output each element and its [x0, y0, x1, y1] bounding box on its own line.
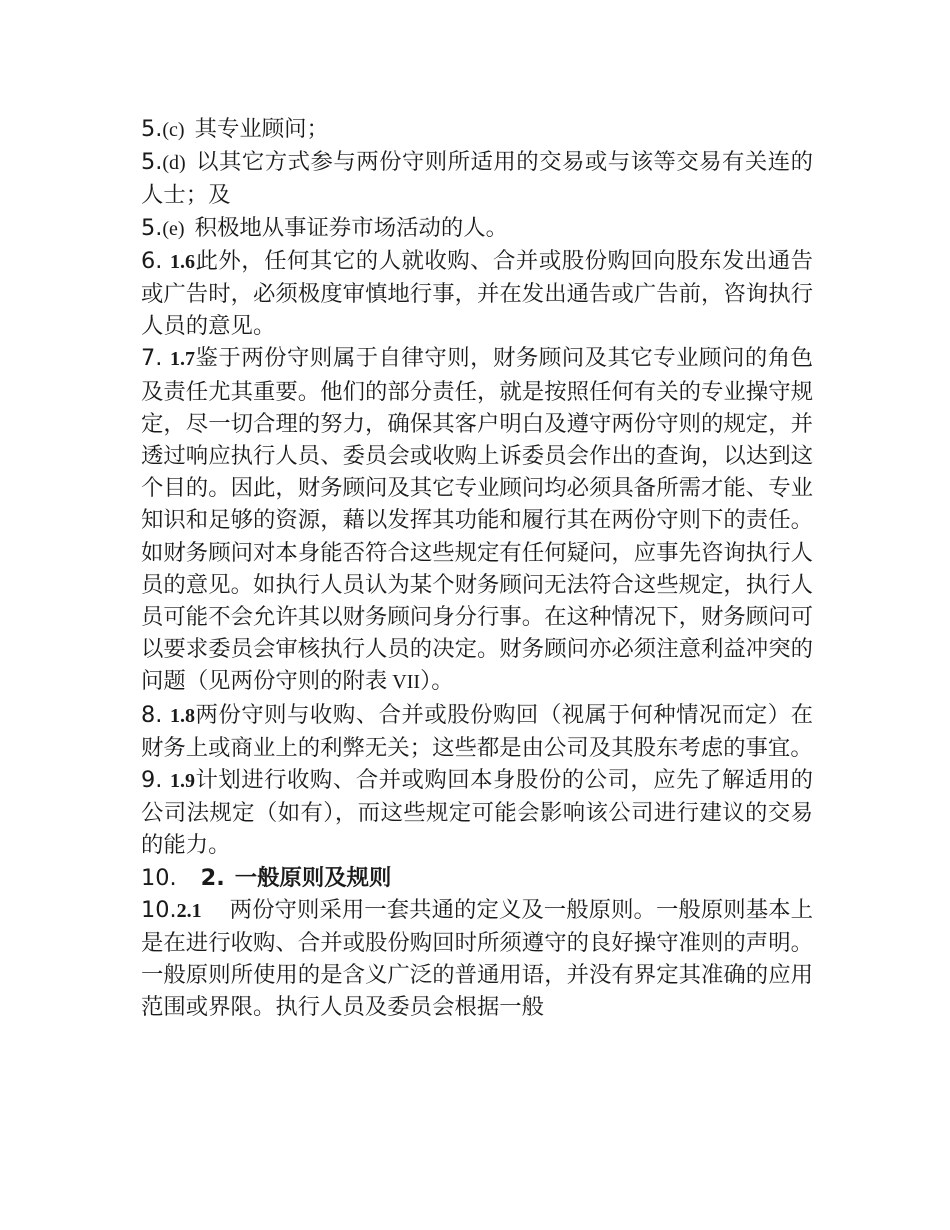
paragraph-5e — [141, 212, 813, 245]
paragraph-text: 鉴于两份守则属于自律守则，财务顾问及其它专业顾问的角色及责任尤其重要。他们的部分责任，就是按照任何有关的专业操守规定，尽一切合理的努力，确保其客户明白及遵守两份守则的规定，并透过响应执行人员、委员会或收购上诉委员会作出的查询，以达到这个目的。因此，财务顾问及其它专业顾问均必须具备所需才能、专业知识和足够的资源，藉以发挥其功能和履行其在两份守则下的责任。如财务顾问对本身能否符合这些规定有任何疑问，应事先咨询执行人员的意见。如执行人员认为某个财务顾问无法符合这些规定，执行人员可能不会允许其以财务顾问身分行事。在这种情况下，财务顾问可以要求委员会审核执行人员的决定。财务顾问亦必须注意利益冲突的问题（见两份守则的附表 — [141, 345, 814, 695]
paragraph-1-7 — [141, 342, 813, 698]
paragraph-1-9 — [141, 764, 813, 862]
paragraph-text: 两份守则采用一套共通的定义及一般原则。一般原则基本上是在进行收购、合并或股份购回时所须遵守的良好操守准则的声明。一般原则所使用的是含义广泛的普通用语，并没有界定其准确的应用范围或界限。执行人员及委员会根据一般 — [141, 896, 813, 1021]
paragraph-text: 此外，任何其它的人就收购、合并或股份购回向股东发出通告或广告时，必须极度审慎地行事，并在发出通告或广告前，咨询执行人员的意见。 — [141, 247, 814, 340]
paragraph-number: 5. — [141, 214, 163, 241]
paragraph-label: 1.9 — [169, 770, 195, 793]
document-page — [141, 113, 813, 1024]
paragraph-number: 10. — [141, 896, 177, 923]
schedule-roman-numeral: VII — [387, 671, 421, 694]
heading-label: 2. — [200, 864, 225, 891]
paragraph-number: 8. — [141, 701, 170, 728]
paragraph-label: 1.7 — [169, 348, 195, 371]
paragraph-text: 积极地从事证券市场活动的人。 — [194, 214, 509, 241]
paragraph-number: 6. — [141, 247, 170, 274]
paragraph-label: 1.6 — [169, 250, 195, 273]
paragraph-text: 以其它方式参与两份守则所适用的交易或与该等交易有关连的人士；及 — [141, 149, 813, 209]
paragraph-1-6 — [141, 245, 813, 343]
paragraph-label: (e) — [162, 217, 185, 240]
section-heading — [141, 862, 813, 894]
paragraph-1-8 — [141, 699, 813, 764]
paragraph-5d — [141, 146, 813, 211]
paragraph-number: 9. — [141, 767, 170, 794]
heading-text: 一般原则及规则 — [234, 864, 392, 891]
paragraph-label: 1.8 — [169, 704, 195, 727]
paragraph-label: (d) — [162, 152, 186, 175]
heading-number: 10. — [141, 864, 177, 891]
paragraph-label: (c) — [162, 119, 185, 141]
paragraph-text: 计划进行收购、合并或购回本身股份的公司，应先了解适用的公司法规定（如有），而这些规定可能会影响该公司进行建议的交易的能力。 — [141, 767, 814, 859]
paragraph-text: 两份守则与收购、合并或股份购回（视属于何种情况而定）在财务上或商业上的利弊无关；这些都是由公司及其股东考虑的事宜。 — [141, 701, 814, 761]
paragraph-text-tail: ）。 — [420, 668, 454, 695]
paragraph-number: 5. — [141, 116, 163, 142]
paragraph-label: 2.1 — [176, 899, 202, 922]
paragraph-text: 其专业顾问； — [194, 116, 329, 142]
paragraph-2-1 — [141, 894, 813, 1024]
paragraph-5c — [141, 113, 813, 146]
paragraph-number: 7. — [141, 345, 170, 372]
paragraph-number: 5. — [141, 149, 163, 176]
